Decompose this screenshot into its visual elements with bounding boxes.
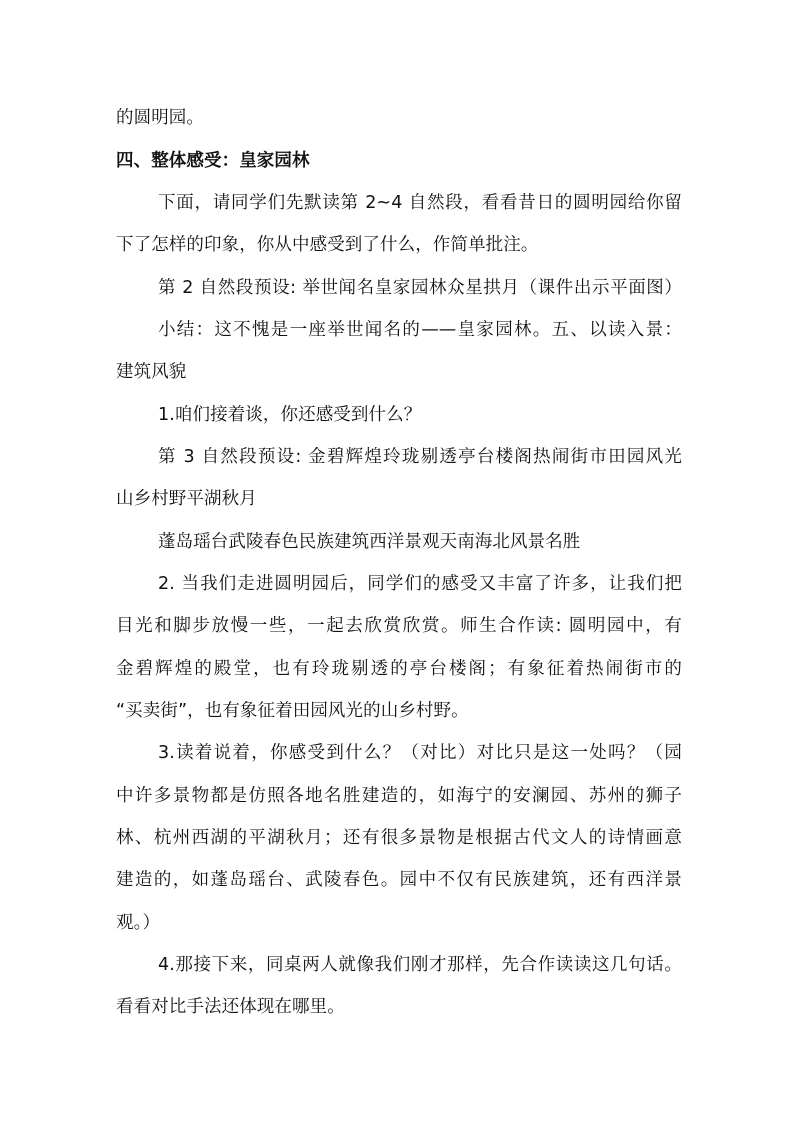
item-3-line-4: 建造的，如蓬岛瑶台、武陵春色。园中不仅有民族建筑，还有西洋景 [116,870,682,890]
paragraph-intro-line-2: 下了怎样的印象，你从中感受到了什么，作简单批注。 [116,235,539,255]
item-2-line-3: 金碧辉煌的殿堂，也有玲珑剔透的亭台楼阁；有象征着热闹街市的 [116,659,682,679]
paragraph-intro-line-1: 下面，请同学们先默读第 2~4 自然段，看看昔日的圆明园给你留 [158,193,682,213]
paragraph-3-preset-line-1: 第 3 自然段预设: 金碧辉煌玲珑剔透亭台楼阁热闹街市田园风光 [158,447,682,467]
item-2-line-2: 目光和脚步放慢一些，一起去欣赏欣赏。师生合作读: 圆明园中，有 [116,616,682,636]
item-3-line-3: 林、杭州西湖的平湖秋月；还有很多景物是根据古代文人的诗情画意 [116,828,682,848]
paragraph-3-preset-line-2: 山乡村野平湖秋月 [116,489,257,509]
item-2-line-4: “买卖街”，也有象征着田园风光的山乡村野。 [116,701,469,721]
item-3-line-1: 3.读着说着，你感受到什么？（对比）对比只是这一处吗？（园 [158,743,682,763]
summary-line-2: 建筑风貌 [116,362,187,382]
item-3-line-5: 观。） [116,913,161,933]
item-4-line-2: 看看对比手法还体现在哪里。 [116,997,345,1017]
text-line-continuation: 的圆明园。 [116,108,204,128]
paragraph-2-preset: 第 2 自然段预设: 举世闻名皇家园林众星拱月（课件出示平面图） [158,278,682,298]
summary-line-1: 小结：这不愧是一座举世闻名的——皇家园林。五、以读入景： [158,320,682,340]
item-2-line-1: 2. 当我们走进圆明园后，同学们的感受又丰富了许多，让我们把 [158,574,682,594]
item-4-line-1: 4.那接下来，同桌两人就像我们刚才那样，先合作读读这几句话。 [158,955,682,975]
scenery-keywords: 蓬岛瑶台武陵春色民族建筑西洋景观天南海北风景名胜 [158,532,581,552]
question-1: 1.咱们接着谈，你还感受到什么？ [158,405,422,425]
section-heading-4: 四、整体感受：皇家园林 [116,151,310,171]
item-3-line-2: 中许多景物都是仿照各地名胜建造的，如海宁的安澜园、苏州的狮子 [116,786,682,806]
